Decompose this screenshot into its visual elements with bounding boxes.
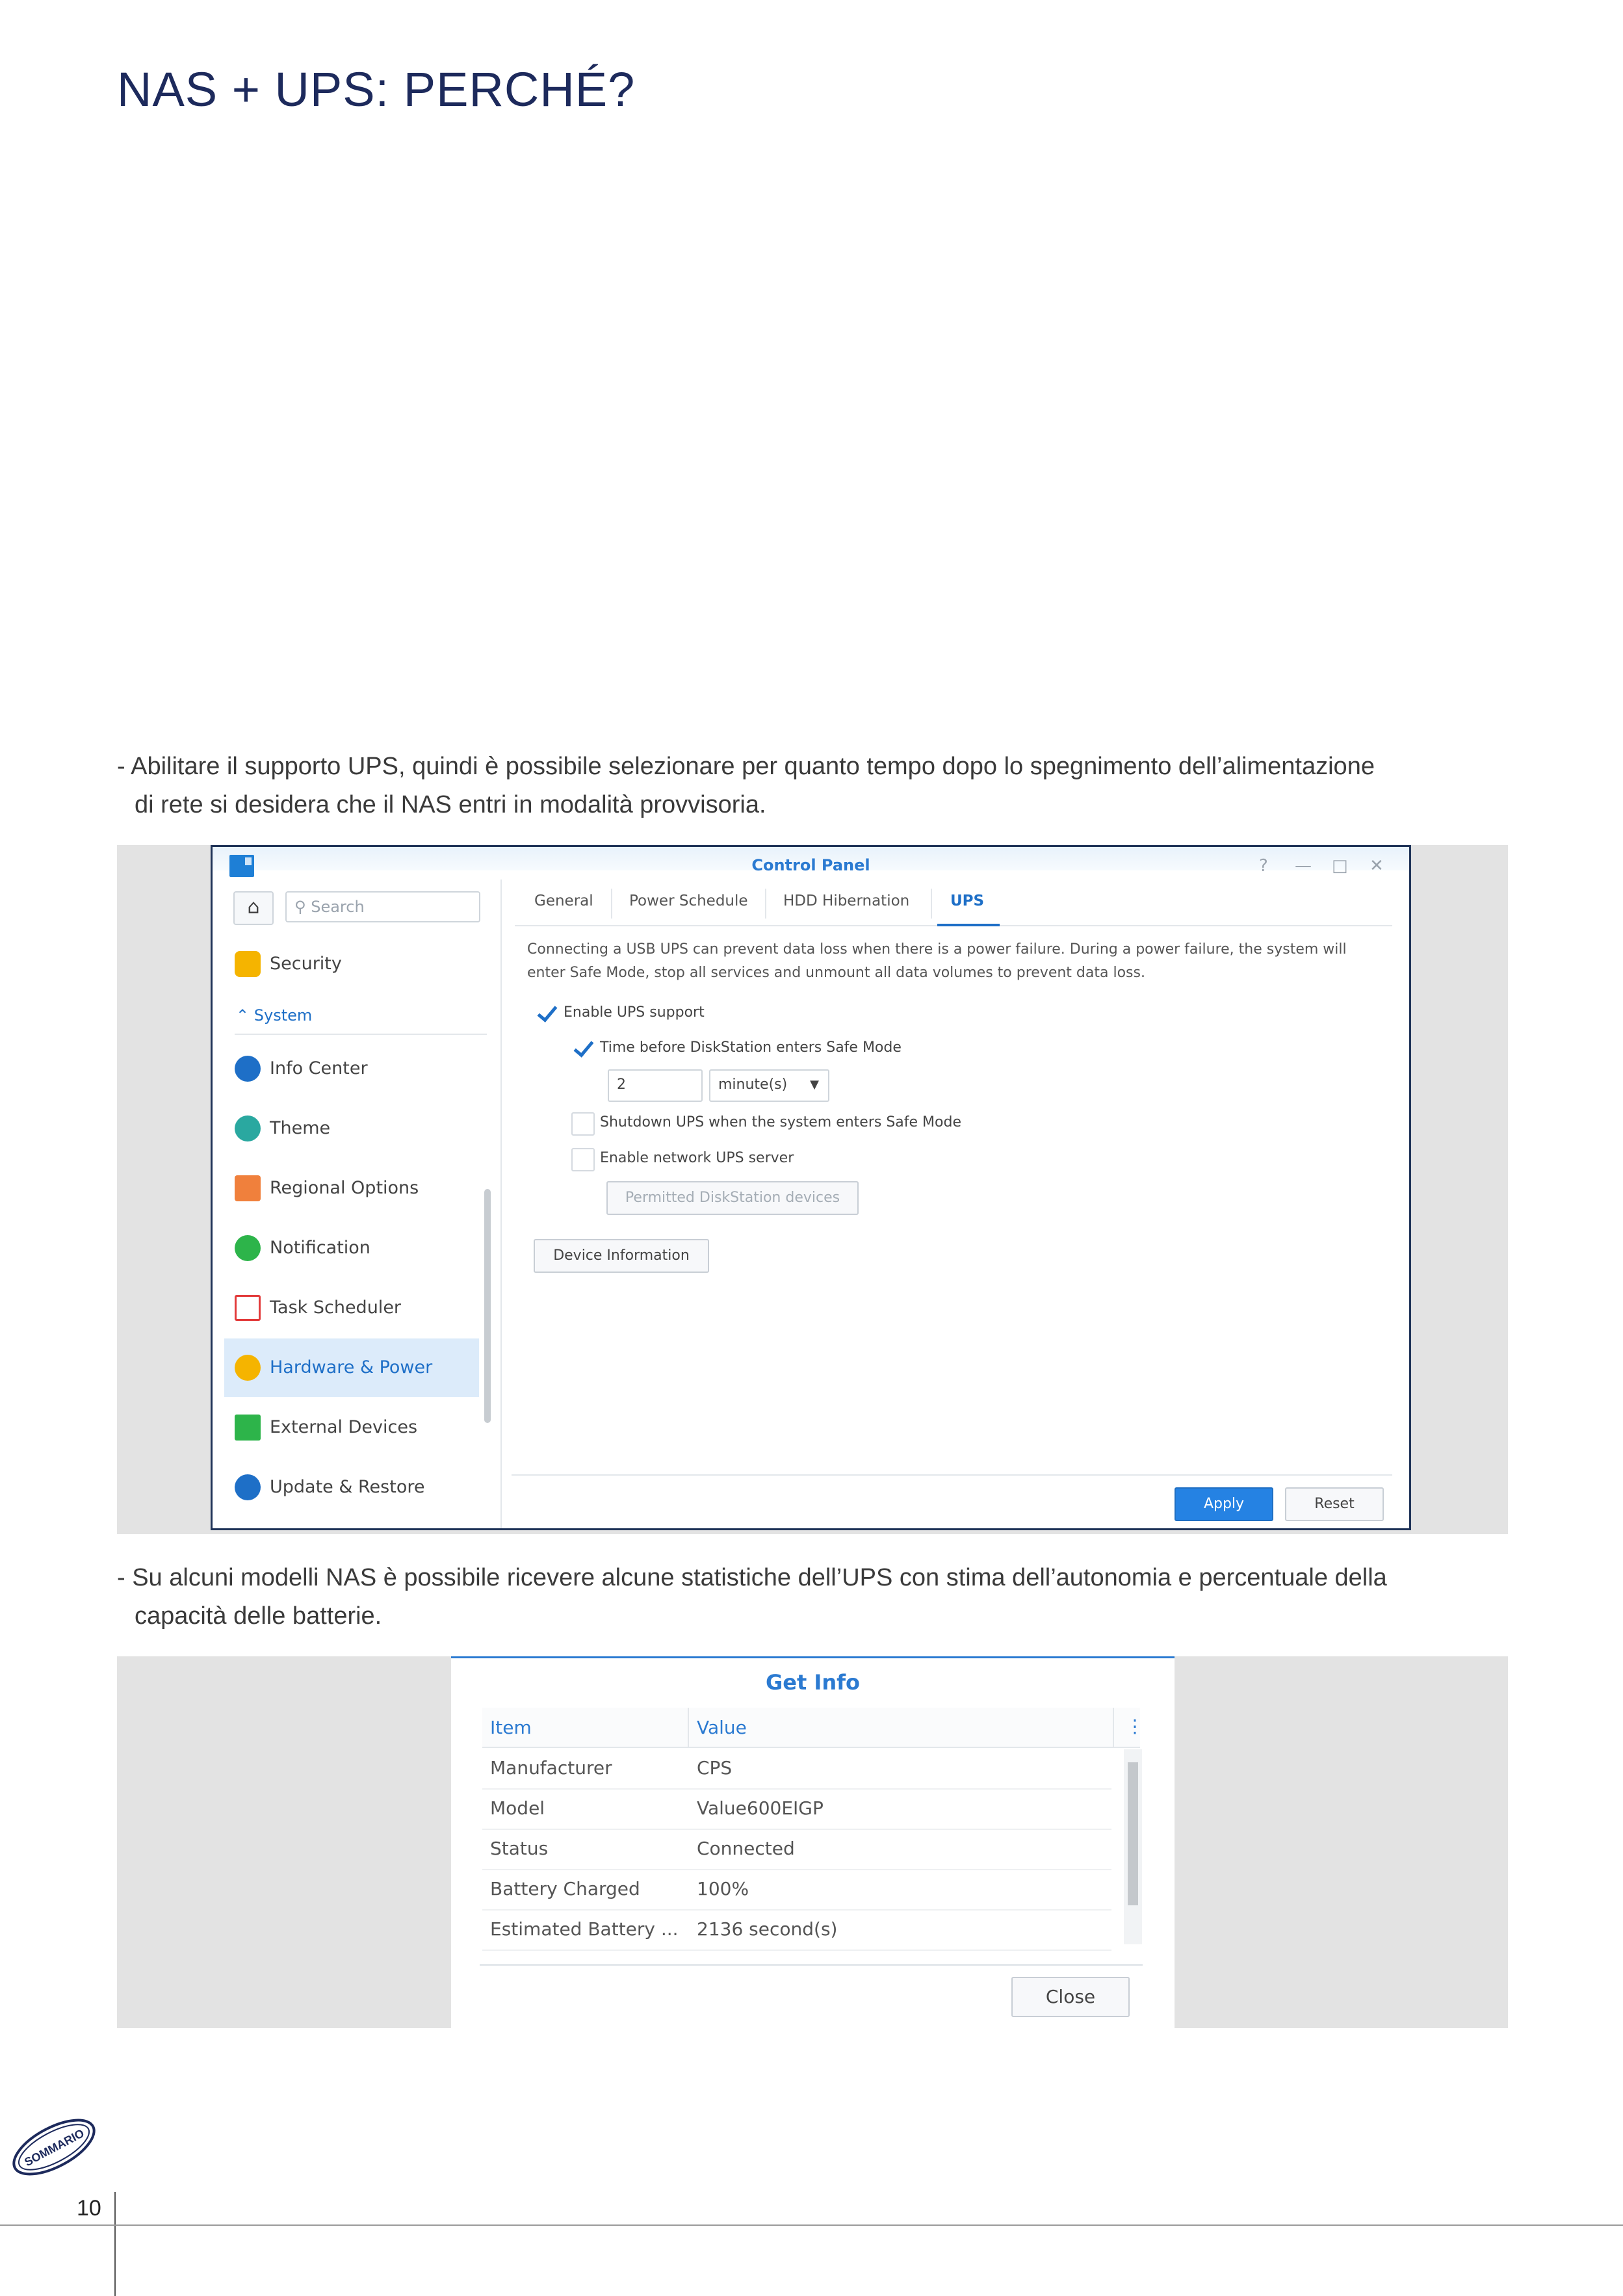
sidebar-item-label: External Devices (270, 1417, 418, 1437)
sidebar-section-system[interactable] (236, 1006, 312, 1024)
cell-value: Value600EIGP (697, 1797, 824, 1819)
divider (611, 889, 612, 919)
shutdown-ups-label: Shutdown UPS when the system enters Safe Mode (600, 1114, 961, 1130)
shutdown-ups-checkbox[interactable] (571, 1112, 595, 1136)
cell-item: Battery Charged (490, 1878, 640, 1899)
divider (114, 2192, 116, 2296)
sidebar-item-regional-options[interactable] (224, 1159, 479, 1218)
cell-item: Manufacturer (490, 1757, 612, 1779)
search-placeholder: Search (311, 898, 365, 916)
close-button[interactable]: Close (1011, 1977, 1130, 2017)
palette-icon (235, 1115, 261, 1141)
sidebar-item-info-center[interactable] (224, 1039, 479, 1098)
calendar-check-icon (235, 1295, 261, 1321)
search-icon: ⚲ (294, 898, 306, 916)
table-row (482, 1869, 1111, 1911)
cell-value: Connected (697, 1838, 795, 1859)
time-input[interactable]: 2 (608, 1069, 703, 1102)
tab-bar (515, 880, 1392, 926)
permitted-devices-button[interactable]: Permitted DiskStation devices (606, 1181, 859, 1215)
tab-ups[interactable]: UPS (950, 893, 985, 909)
reset-button[interactable]: Reset (1285, 1487, 1384, 1521)
divider (235, 1034, 487, 1035)
sidebar-item-update-restore[interactable] (224, 1458, 479, 1517)
sidebar-item-hardware-power[interactable] (224, 1338, 479, 1397)
control-panel-window (211, 845, 1411, 1530)
divider (931, 889, 932, 919)
cell-item: Model (490, 1797, 545, 1819)
sidebar-item-label: Notification (270, 1238, 370, 1258)
table-row (482, 1909, 1111, 1951)
time-unit-select[interactable] (709, 1069, 829, 1102)
home-button[interactable]: ⌂ (233, 891, 274, 925)
cell-item: Estimated Battery ... (490, 1918, 679, 1940)
tab-power-schedule[interactable]: Power Schedule (629, 893, 748, 909)
paragraph-line: - Su alcuni modelli NAS è possibile ricevere alcune statistiche dell’UPS con stima dell’autonomia e percentuale della (117, 1564, 1387, 1591)
sidebar-item-label: Task Scheduler (270, 1298, 402, 1318)
sidebar-item-label: Info Center (270, 1058, 368, 1078)
paragraph-ups-statistics (117, 1559, 1508, 1636)
tab-general[interactable]: General (534, 893, 593, 909)
chat-bubble-icon (235, 1235, 261, 1261)
sidebar-item-label: Update & Restore (270, 1477, 425, 1497)
help-icon[interactable]: ? (1259, 856, 1268, 876)
cell-item: Status (490, 1838, 549, 1859)
column-menu-icon[interactable]: ⋮ (1126, 1715, 1144, 1737)
dialog-title: Get Info (766, 1670, 860, 1695)
sommario-stamp[interactable] (5, 2111, 103, 2183)
cell-value: 100% (697, 1878, 749, 1899)
apply-button[interactable]: Apply (1175, 1487, 1273, 1521)
sidebar-item-task-scheduler[interactable] (224, 1279, 479, 1337)
safe-mode-time-checkbox[interactable] (571, 1036, 595, 1060)
paragraph-ups-support (117, 748, 1508, 824)
window-title: Control Panel (751, 856, 870, 874)
footer-divider (480, 1964, 1143, 1966)
minimize-icon[interactable]: — (1295, 856, 1312, 876)
lightbulb-icon (235, 1355, 261, 1381)
sidebar-item-external-devices[interactable] (224, 1398, 479, 1457)
sidebar-item-notification[interactable] (224, 1219, 479, 1277)
sidebar-item-label: Hardware & Power (270, 1357, 433, 1377)
divider (0, 2224, 1623, 2226)
sidebar (213, 880, 502, 1528)
network-ups-checkbox[interactable] (571, 1148, 595, 1171)
network-ups-label: Enable network UPS server (600, 1150, 794, 1166)
page-title: NAS + UPS: PERCHÉ? (117, 62, 636, 116)
column-header-item[interactable]: Item (490, 1717, 532, 1738)
divider (765, 889, 766, 919)
shield-icon (235, 951, 261, 977)
cell-value: CPS (697, 1757, 733, 1779)
time-unit-value: minute(s) (718, 1076, 788, 1093)
sidebar-scrollbar[interactable] (484, 1189, 491, 1423)
divider (1113, 1708, 1114, 1747)
active-tab-indicator (937, 924, 1000, 926)
footer-divider (512, 1474, 1392, 1476)
maximize-icon[interactable]: □ (1332, 856, 1348, 876)
table-scrollbar[interactable] (1124, 1749, 1142, 1944)
cell-value: 2136 second(s) (697, 1918, 838, 1940)
table-row (482, 1788, 1111, 1830)
tab-hdd-hibernation[interactable]: HDD Hibernation (783, 893, 910, 909)
clock-icon (235, 1175, 261, 1201)
paragraph-line: capacità delle batterie. (135, 1602, 382, 1630)
sidebar-section-label: System (253, 1006, 313, 1024)
sidebar-item-theme[interactable] (224, 1099, 479, 1158)
table-row (482, 1748, 1111, 1790)
chevron-down-icon: ▼ (810, 1078, 819, 1091)
table-header (482, 1708, 1144, 1748)
sidebar-item-security[interactable] (224, 935, 479, 993)
upload-icon (235, 1415, 261, 1441)
search-input[interactable] (285, 891, 480, 922)
paragraph-line: - Abilitare il supporto UPS, quindi è possibile selezionare per quanto tempo dopo lo spegnimento dell’alimentazione (117, 753, 1375, 780)
page-number: 10 (77, 2196, 101, 2221)
enable-ups-checkbox[interactable] (535, 1001, 558, 1024)
sidebar-item-label: Theme (270, 1118, 331, 1138)
enable-ups-label: Enable UPS support (564, 1004, 705, 1021)
get-info-dialog (451, 1656, 1175, 2028)
paragraph-line: di rete si desidera che il NAS entri in modalità provvisoria. (135, 791, 766, 818)
safe-mode-time-label: Time before DiskStation enters Safe Mode (600, 1039, 902, 1056)
device-information-button[interactable]: Device Information (534, 1239, 709, 1273)
sidebar-item-label: Regional Options (270, 1178, 419, 1198)
sommario-label: SOMMARIO (22, 2126, 86, 2169)
sidebar-item-label: Security (270, 954, 342, 974)
scrollbar-thumb[interactable] (1128, 1762, 1138, 1905)
close-icon[interactable]: ✕ (1370, 856, 1384, 876)
refresh-icon (235, 1474, 261, 1500)
ups-description: Connecting a USB UPS can prevent data loss when there is a power failure. During a power failure, the system will enter Safe Mode, stop all services and unmount all data volumes to prevent data loss. (527, 941, 1347, 981)
chevron-up-icon: ⌃ (236, 1006, 250, 1024)
column-header-value[interactable]: Value (697, 1717, 747, 1738)
divider (688, 1708, 689, 1747)
table-row (482, 1829, 1111, 1870)
info-icon (235, 1056, 261, 1082)
